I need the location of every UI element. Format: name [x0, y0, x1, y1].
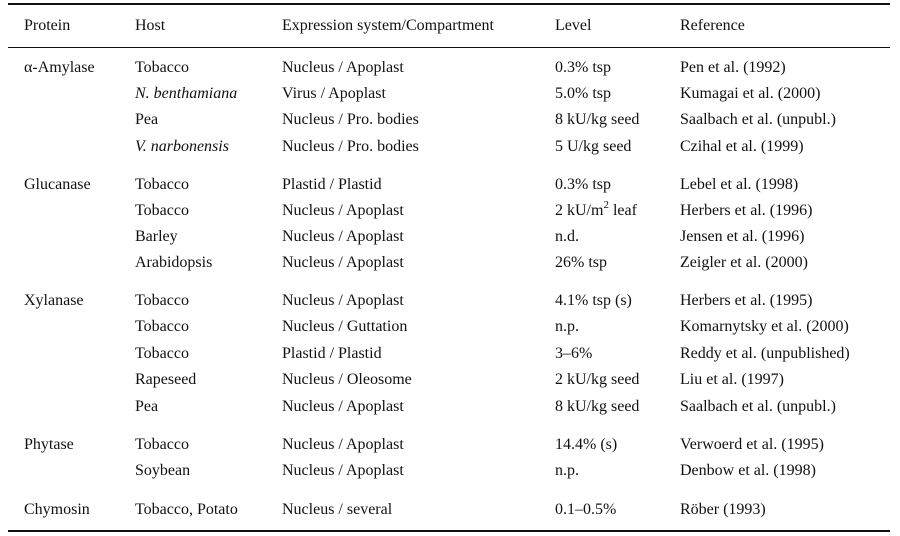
level-superscript: 2	[603, 198, 609, 211]
bottom-rule	[8, 530, 890, 532]
host-cell: Tobacco	[135, 202, 189, 219]
level-cell: 2 $kU/m^2$ leaf	[555, 198, 637, 219]
level-cell: 0.3% tsp	[555, 176, 611, 193]
reference-cell: Denbow et al. (1998)	[680, 462, 816, 479]
expression-system-cell: Nucleus / Apoplast	[282, 254, 404, 271]
expression-system-cell: Nucleus / Pro. bodies	[282, 111, 419, 128]
reference-cell: Kumagai et al. (2000)	[680, 85, 821, 102]
level-cell: n.d.	[555, 228, 579, 245]
level-cell: 26% tsp	[555, 254, 607, 271]
level-cell: 14.4% (s)	[555, 436, 618, 453]
reference-cell: Pen et al. (1992)	[680, 59, 786, 76]
expression-system-cell: Nucleus / several	[282, 501, 393, 518]
expression-system-cell: Nucleus / Apoplast	[282, 398, 404, 415]
reference-cell: Komarnytsky et al. (2000)	[680, 318, 849, 335]
protein-cell: Phytase	[24, 436, 74, 453]
level-cell: 4.1% tsp (s)	[555, 292, 632, 309]
expression-system-cell: Nucleus / Apoplast	[282, 462, 404, 479]
host-cell: Tobacco	[135, 436, 189, 453]
host-cell: Tobacco	[135, 59, 189, 76]
host-cell: Arabidopsis	[135, 254, 213, 271]
level-cell: 8 kU/kg seed	[555, 111, 640, 128]
level-cell: 5 U/kg seed	[555, 138, 632, 155]
host-cell: N. benthamiana	[135, 85, 238, 102]
host-cell: Pea	[135, 398, 159, 415]
header-protein: Protein	[24, 17, 71, 34]
expression-system-cell: Nucleus / Oleosome	[282, 371, 412, 388]
reference-cell: Lebel et al. (1998)	[680, 176, 799, 193]
host-cell: Pea	[135, 111, 159, 128]
host-cell: Soybean	[135, 462, 191, 479]
level-cell: 5.0% tsp	[555, 85, 611, 102]
level-cell: 0.3% tsp	[555, 59, 611, 76]
host-cell: Tobacco, Potato	[135, 501, 238, 518]
expression-system-cell: Nucleus / Pro. bodies	[282, 138, 419, 155]
level-cell: 0.1–0.5%	[555, 501, 617, 518]
expression-system-cell: Nucleus / Apoplast	[282, 59, 404, 76]
protein-cell: Glucanase	[24, 176, 91, 193]
expression-system-cell: Nucleus / Apoplast	[282, 202, 404, 219]
header-level: Level	[555, 17, 592, 34]
expression-system-cell: Nucleus / Guttation	[282, 318, 408, 335]
reference-cell: Zeigler et al. (2000)	[680, 254, 808, 271]
reference-cell: Saalbach et al. (unpubl.)	[680, 398, 836, 415]
reference-cell: Röber (1993)	[680, 501, 766, 518]
protein-cell: Chymosin	[24, 501, 90, 518]
host-cell: V. narbonensis	[135, 138, 229, 155]
reference-cell: Saalbach et al. (unpubl.)	[680, 111, 836, 128]
level-cell: n.p.	[555, 462, 579, 479]
expression-system-cell: Plastid / Plastid	[282, 176, 382, 193]
reference-cell: Herbers et al. (1996)	[680, 202, 813, 219]
expression-system-cell: Virus / Apoplast	[282, 85, 386, 102]
reference-cell: Reddy et al. (unpublished)	[680, 345, 850, 362]
level-cell: 8 kU/kg seed	[555, 398, 640, 415]
reference-cell: Liu et al. (1997)	[680, 371, 784, 388]
host-cell: Tobacco	[135, 176, 189, 193]
reference-cell: Herbers et al. (1995)	[680, 292, 813, 309]
reference-cell: Verwoerd et al. (1995)	[680, 436, 824, 453]
expression-system-cell: Nucleus / Apoplast	[282, 436, 404, 453]
host-cell: Tobacco	[135, 292, 189, 309]
header-host: Host	[135, 17, 166, 34]
reference-cell: Jensen et al. (1996)	[680, 228, 805, 245]
host-cell: Barley	[135, 228, 178, 245]
expression-system-cell: Plastid / Plastid	[282, 345, 382, 362]
reference-cell: Czihal et al. (1999)	[680, 138, 804, 155]
expression-system-cell: Nucleus / Apoplast	[282, 292, 404, 309]
protein-cell: Xylanase	[24, 292, 84, 309]
level-cell: 3–6%	[555, 345, 593, 362]
protein-cell: α-Amylase	[24, 59, 95, 76]
header-expression-system: Expression system/Compartment	[282, 17, 494, 34]
header-rule	[8, 47, 890, 48]
level-cell: 2 kU/kg seed	[555, 371, 640, 388]
header-reference: Reference	[680, 17, 745, 34]
host-cell: Tobacco	[135, 318, 189, 335]
level-suffix: leaf	[608, 202, 637, 219]
top-rule	[8, 3, 890, 5]
level-cell: n.p.	[555, 318, 579, 335]
expression-system-cell: Nucleus / Apoplast	[282, 228, 404, 245]
host-cell: Tobacco	[135, 345, 189, 362]
host-cell: Rapeseed	[135, 371, 197, 388]
